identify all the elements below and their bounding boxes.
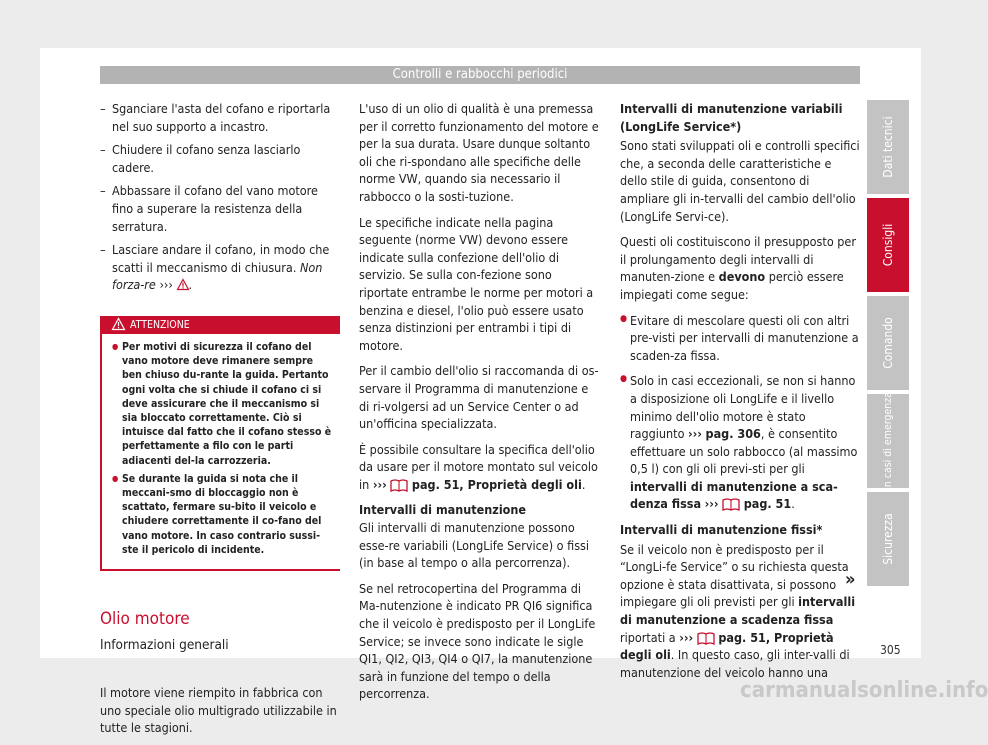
tab-dati-tecnici[interactable] xyxy=(867,100,909,194)
column-1 xyxy=(100,100,340,745)
section-title: Olio motore xyxy=(100,608,190,629)
warning-item: ● Per motivi di sicurezza il cofano del vano motore deve rimanere sempre ben chiuso du-rante la guida. Pertanto ogni volta che si chiude il cofano ci si deve assicurare che il meccanismo si sia bloccato correttamente. Ciò si intuisce dal fatto che il cofano stesso è perfettamente a filo con le parti adiacenti del-la carrozzeria. xyxy=(112,340,332,468)
bullet-item: ● Evitare di mescolare questi oli con altri pre-visti per intervalli di manutenzione a scaden-za fissa. xyxy=(620,312,862,365)
warning-item: ● Se durante la guida si nota che il meccani-smo di bloccaggio non è scattato, fermare su-bito il veicolo e chiudere correttamente il co-fano del vano motore. In caso contrario sussi-ste il pericolo di incidente. xyxy=(112,472,332,557)
warning-icon xyxy=(112,318,125,330)
column-3 xyxy=(620,100,862,689)
paragraph-text: Questi oli costituiscono il presupposto per il prolungamento degli intervalli di manuten-zione e xyxy=(620,234,856,285)
cross-ref-arrow[interactable]: ››› xyxy=(688,426,702,442)
cross-ref-link[interactable]: pag. 51, Proprietà degli oli xyxy=(411,476,582,492)
paragraph: Gli intervalli di manutenzione possono esse-re variabili (LongLife Service) o fissi (in base al tempo o alla percorrenza). xyxy=(359,520,590,571)
book-icon xyxy=(722,497,740,511)
step-4: – Lasciare andare il cofano, in modo che scatti il meccanismo di chiusura. Non forza-re ››› . xyxy=(100,241,340,294)
paragraph-text: Se il veicolo non è predisposto per il “LongLi-fe Service” o su richiesta questa opzione è stata disattivata, si possono impiegare gli oli previsti per gli xyxy=(620,541,849,610)
subheading: Intervalli di manutenzione variabili (LongLife Service*) xyxy=(620,101,843,134)
warning-title: ATTENZIONE xyxy=(130,318,190,331)
tab-label: Dati tecnici xyxy=(881,116,895,178)
warning-icon xyxy=(177,279,189,290)
warning-header xyxy=(102,316,340,334)
cross-ref-link[interactable]: pag. 306 xyxy=(705,426,761,442)
tab-label: Comando xyxy=(881,317,895,369)
subheading: Intervalli di manutenzione xyxy=(359,502,527,518)
paragraph-text: riportati a xyxy=(620,629,676,645)
watermark: carmanualsonline.info xyxy=(740,678,988,703)
paragraph: È possibile consultare la specifica dell'olio da usare per il motore montato sul veicolo in ››› pag. 51, Proprietà degli oli. xyxy=(359,441,598,492)
tab-label: In casi di emergenza xyxy=(882,392,894,490)
page-number: 305 xyxy=(880,643,901,657)
step-4-ref[interactable]: ››› xyxy=(159,277,173,293)
column-2 xyxy=(359,100,601,711)
tab-consigli[interactable] xyxy=(867,198,909,292)
step-1: – Sganciare l'asta del cofano e riportarla nel suo supporto a incastro. xyxy=(100,100,340,135)
book-icon xyxy=(697,631,715,645)
paragraph xyxy=(620,541,862,682)
step-2: – Chiudere il cofano senza lasciarlo cadere. xyxy=(100,141,340,176)
book-icon xyxy=(390,478,408,492)
page-header: Controlli e rabbocchi periodici xyxy=(100,66,860,84)
step-4-text: Lasciare andare il cofano, in modo che scatti il meccanismo di chiusura. xyxy=(112,242,330,275)
paragraph: Le specifiche indicate nella pagina seguente (norme VW) devono essere indicate sulla confezione dell'olio di servizio. Se sulla con-fezione sono riportate entrambe le norme per motori a benzina e diesel, l'olio può essere usato senza distinzioni per entrambi i tipi di motore. xyxy=(359,214,594,353)
tab-label: Consigli xyxy=(881,223,895,267)
paragraph: Sono stati sviluppati oli e controlli specifici che, a seconda delle caratteristiche e dello stile di guida, consentono di ampliare gli in-tervalli del cambio dell'olio (LongLife Servi-ce). xyxy=(620,138,860,224)
tab-comando[interactable] xyxy=(867,296,909,390)
cross-ref-link[interactable]: pag. 51 xyxy=(743,496,792,512)
paragraph xyxy=(620,233,862,303)
paragraph-text: È possibile consultare la specifica dell'olio da usare per il motore montato sul veicolo in xyxy=(359,441,598,492)
bullet-item: ● Solo in casi eccezionali, se non si hanno a disposizione oli LongLife e il livello minimo dell'olio motore è stato raggiunto ››› pag. 306, è consentito effettuare un solo rabbocco (al massimo 0,5 l) con gli oli previ-sti per gli intervalli di manutenzione a sca-denza fissa ››› pag. 51. xyxy=(620,372,862,513)
cross-ref-arrow[interactable]: ››› xyxy=(372,476,387,492)
paragraph-text: perciò essere impiegati come segue: xyxy=(620,269,844,302)
tab-label: Sicurezza xyxy=(881,513,895,565)
emphasis: intervalli di manutenzione a sca-denza fissa xyxy=(630,478,838,512)
paragraph: Se nel retrocopertina del Programma di Ma-nutenzione è indicato PR QI6 significa che il veicolo è predisposto per il LongLife Service; se invece sono indicate le sigle QI1, QI2, QI3, QI4 o QI7, la manutenzione sarà in funzione del tempo o della percorrenza. xyxy=(359,580,596,702)
paragraph xyxy=(359,501,601,519)
warning-box xyxy=(100,316,340,571)
emphasis: devono xyxy=(718,269,766,285)
paragraph: Per il cambio dell'olio si raccomanda di os-servare il Programma di manutenzione e di ri-volgersi ad un Service Center o ad un'officina specializzata. xyxy=(359,363,599,432)
cross-ref-link[interactable]: pag. 51, Proprietà degli oli xyxy=(620,629,834,663)
intro-paragraph: Il motore viene riempito in fabbrica con uno speciale olio multigrado utilizzabile in tutte le stagioni. xyxy=(100,685,337,736)
tab-in-casi-di-emergenza[interactable] xyxy=(867,394,909,488)
warning-body xyxy=(102,334,340,557)
step-4-italic: Non forza-re xyxy=(112,259,323,293)
paragraph-text: . In questo caso, gli inter-valli di manutenzione del veicolo hanno una xyxy=(620,647,850,680)
emphasis: intervalli di manutenzione a scadenza fissa xyxy=(620,594,856,628)
tab-sicurezza[interactable] xyxy=(867,492,909,586)
cross-ref-arrow[interactable]: ››› xyxy=(704,496,719,512)
step-3: – Abbassare il cofano del vano motore fino a superare la resistenza della serratura. xyxy=(100,182,340,235)
continue-icon: » xyxy=(845,569,856,590)
paragraph-text: Solo in casi eccezionali, se non si hanno a disposizione oli LongLife e il livello minimo dell'olio motore è stato raggiunto xyxy=(630,373,856,442)
paragraph: L'uso di un olio di qualità è una premessa per il corretto funzionamento del motore e per la sua durata. Usare dunque soltanto oli che ri-spondano alle specifiche delle norme VW, quando sia necessario il rabbocco o la sosti-tuzione. xyxy=(359,101,599,204)
paragraph-text: , è consentito effettuare un solo rabbocco (al massimo 0,5 l) con gli oli previ-sti per gli xyxy=(630,426,858,477)
section-subtitle: Informazioni generali xyxy=(100,636,229,653)
subheading: Intervalli di manutenzione fissi* xyxy=(620,522,823,538)
cross-ref-arrow[interactable]: ››› xyxy=(679,629,694,645)
